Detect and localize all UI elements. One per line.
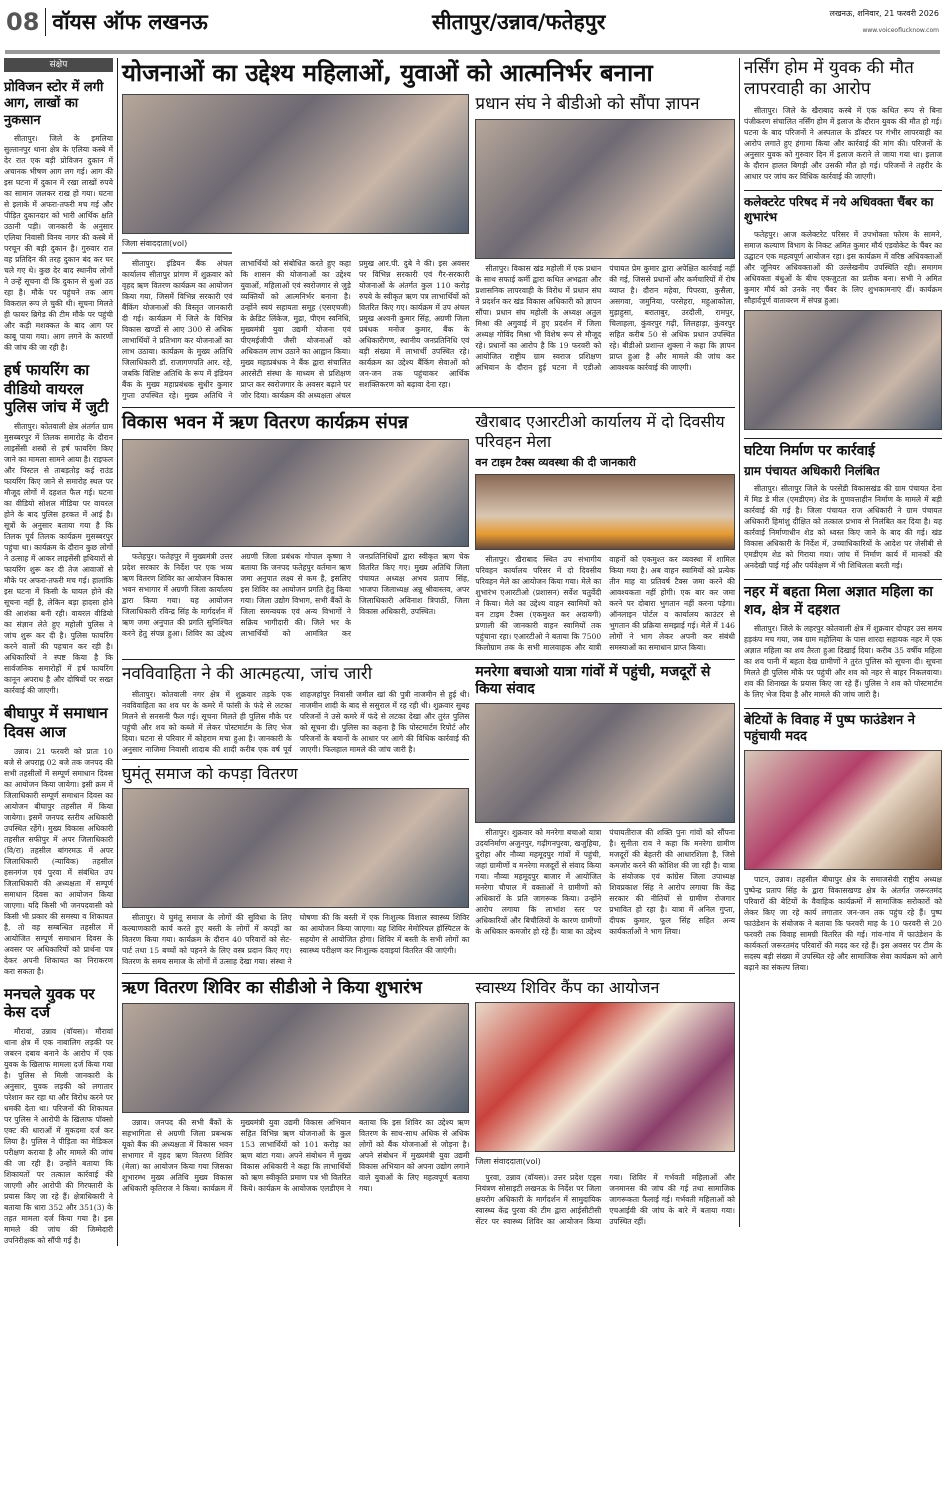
article-body: पाटन, उन्नाव। तहसील बीघापुर क्षेत्र के समाजसेवी राष्ट्रीय अध्यक्ष पुष्पेन्द्र प्रताप सिंह के द्वारा विकासखण्ड क्षेत्र के अंतर्गत जरूरतमंद परिवारों की बेटियों के वैवाहिक कार्यक्रमों में सामाजिक सरोकारों को लेकर किए जा रहे कार्य लगातार जन-जन तक पहुंच रहे हैं। पुष्प फाउंडेशन के संयोजक ने बताया कि फरवरी माह के 10 फरवरी से 20 फरवरी तक विवाह सामग्री वितरित की गई। गांव-गांव में फाउंडेशन के कार्यकर्ता जरूरतमंद परिवारों की मदद कर रहे हैं। इस अवसर पर टीम के सदस्य बड़ी संख्या में उपस्थित रहे और सामाजिक सेवा कार्यक्रम को आगे बढ़ाने का संकल्प लिया। xyxy=(744,874,942,972)
health-body: पुरवा, उन्नाव (वॉयस)। उत्तर प्रदेश एड्स नियंत्रण सोसाइटी लखनऊ के निर्देश पर जिला क्षयरोग अधिकारी के मार्गदर्शन में सामुदायिक स्वास्थ्य केंद्र पुरवा की टीम द्वारा आईसीटीसी सेंटर पर स्वास्थ्य शिविर का आयोजन किया गया। शिविर में गर्भवती महिलाओं और जनमानस की जांच की गई तथा सामाजिक जागरूकता फैलाई गई। गर्भवती महिलाओं को एचआईवी की जांच के बारे में बताया गया। उपस्थित रहीं। xyxy=(475,1173,735,1226)
vikas-body: फतेहपुर। फतेहपुर में मुख्यमंत्री उत्तर प्रदेश सरकार के निर्देश पर एक भव्य ऋण वितरण शिविर का आयोजन विकास भवन सभागार में अग्रणी जिला कार्यालय द्वारा किया गया। यह आयोजन जिलाधिकारी रविन्द्र सिंह के मार्गदर्शन में ऋण जमा अनुपात की प्रगति सुनिश्चित करने हेतु संपन्न हुआ। शिविर का उद्देश्य अग्रणी जिला प्रबंधक गोपाल कृष्णा ने बताया कि जनपद फतेहपुर वर्तमान ऋण जमा अनुपात लक्ष्य से कम है, इसलिए इस शिविर का आयोजन प्रगति हेतु किया गया। जिला उद्योग विभाग, सभी बैंकों के जिला समन्वयक एवं अन्य विभागों ने सक्रिय भागीदारी की। जिले भर के लाभार्थियों को आमंत्रित कर जनप्रतिनिधियों द्वारा स्वीकृत ऋण चेक वितरित किए गए। मुख्य अतिथि जिला पंचायत अध्यक्ष अभय प्रताप सिंह, भाजपा जिलाध्यक्ष अन्नू श्रीवास्तव, अपर जिलाधिकारी अविनाश त्रिपाठी, जिला विकास अधिकारी, उपस्थित। xyxy=(122,551,470,638)
mnrega-photo xyxy=(475,703,735,823)
vikas-photo xyxy=(122,439,469,547)
vikas-headline: विकास भवन में ऋण वितरण कार्यक्रम संपन्न xyxy=(122,412,409,433)
headline: नहर में बहता मिला अज्ञात महिला का शव, क्षेत्र में दहशत xyxy=(744,584,933,618)
cdo-headline: ऋण वितरण शिविर का सीडीओ ने किया शुभारंभ xyxy=(122,978,422,998)
brief-case xyxy=(4,985,113,1247)
clothes-headline: घुमंतू समाज को कपड़ा वितरण xyxy=(122,759,469,784)
headline: बीघापुर में समाधान दिवस आज xyxy=(4,704,108,741)
pradhan-body: सीतापुर। विकास खंड महोली में एक प्रधान के साथ सफाई कर्मी द्वारा कथित अभद्रता और प्रशासनिक लापरवाही के विरोध में प्रधान संघ ने प्रदर्शन कर खंड विकास अधिकारी को ज्ञापन सौंपा। प्रधान संघ महोली के अध्यक्ष अतुल मिश्रा की अगुवाई में हुए प्रदर्शन में जिला अध्यक्ष गोविंद मिश्रा भी विशेष रूप से मौजूद रहे। प्रधानों का आरोप है कि 19 फरवरी को आयोजित राष्ट्रीय ग्राम स्वराज प्रशिक्षण अभियान के दौरान हुई घटना में एडीओ पंचायत प्रेम कुमार द्वारा अपेक्षित कार्रवाई नहीं की गई, जिससे प्रधानों और कर्मचारियों में रोष व्याप्त है। दौरान महेवा, पिपरवा, कुसैला, असगवा, जमुनिया, परसेहरा, महुआकोला, मुड़ाहुसा, बराताबुर, उरदौली, रामपुर, चिलाहला, कुंवरपुर गढ़ी, लिलहाड़ा, कुंवरपुर सहित करीब 50 से अधिक प्रधान उपस्थित रहे। बीडीओ प्रशान्त शुक्ला ने कहा कि ज्ञापन प्राप्त हुआ है और मामले की जांच कर आवश्यक कार्रवाई की जाएगी। xyxy=(475,264,735,373)
article-body: सीतापुर। जिले के इमलिया सुल्तानपुर थाना क्षेत्र के एलिया कस्बे में देर रात एक बड़ी प्रोविजन दुकान में अचानक भीषण आग लग गई। आग की इस घटना में दुकान में रखा लाखों रुपये का सामान जलकर राख हो गया। घटना से इलाके में अफरा-तफरी मच गई और पीड़ित दुकानदार को भारी आर्थिक क्षति उठानी पड़ी। जानकारी के अनुसार एलिया निवासी विनय नागर की कस्बे में परचून की बड़ी दुकान है। गुरुवार रात वह प्रतिदिन की तरह दुकान बंद कर घर चले गए थे। कुछ देर बाद स्थानीय लोगों ने उन्हें सूचना दी कि दुकान से धुआं उठ रहा है। मौके पर पहुंचने तक आग विकराल रूप ले चुकी थी। सूचना मिलते ही फायर ब्रिगेड की टीम मौके पर पहुंची और कड़ी मशक्कत के बाद आग पर काबू पाया गया। आग लगने के कारणों की जांच की जा रही है। xyxy=(4,133,113,352)
chamber-article xyxy=(744,190,942,430)
lead-byline: जिला संवाददाता(vol) xyxy=(122,238,232,254)
headline: नर्सिंग होम में युवक की मौत लापरवाही का आरोप xyxy=(744,58,914,100)
edition-title: सीतापुर/उन्नाव/फतेहपुर xyxy=(431,10,606,34)
article-body: सीतापुर। सीतापुर जिले के परसेंडी विकासखंड की ग्राम पंचायत देना में मिड डे मील (एमडीएम) शेड के गुणवत्ताहीन निर्माण के मामले में बड़ी कार्रवाई की गई है। जिला पंचायत राज अधिकारी ने ग्राम पंचायत अधिकारी हिमांशु दीक्षित को तत्काल प्रभाव से निलंबित कर दिया है। यह कार्रवाई निर्माणाधीन शेड को ध्वस्त किए जाने के बाद की गई। खंड विकास अधिकारी के निर्देश में, उच्चाधिकारियों के आदेश पर जेसीबी से एमडीएम शेड को गिराया गया। जांच में निर्माण कार्य में मानकों की अनदेखी पाई गई और पर्यवेक्षण में भी शिथिलता बरती गई। xyxy=(744,484,942,570)
arto-photo xyxy=(475,474,735,550)
subheadline: ग्राम पंचायत अधिकारी निलंबित xyxy=(744,464,880,478)
lead-headline: योजनाओं का उद्देश्य महिलाओं, युवाओं को आत्मनिर्भर बनाना xyxy=(122,59,653,87)
headline: मनचले युवक पर केस दर्ज xyxy=(4,984,95,1022)
article-body: उन्नाव। 21 फरवरी को प्रातः 10 बजे से अपराह्न 02 बजे तक जनपद की सभी तहसीलों में सम्पूर्ण समाधान दिवस का आयोजन किया जायेगा। इसी क्रम में जिलाधिकारी सम्पूर्ण समाधान दिवस का आयोजन बीघापुर तहसील में किया जायेगा। इसमें जनपद स्तरीय अधिकारी उपस्थित रहेंगे। मुख्य विकास अधिकारी तहसील सफीपुर में अपर जिलाधिकारी (वि/रा) तहसील बांगरमऊ में अपर जिलाधिकारी (न्यायिक) तहसील हसनगंज एवं पुरवा में संबंधित उप जिलाधिकारी की अध्यक्षता में सम्पूर्ण समाधान दिवस का आयोजन किया जाएगा। यदि किसी भी जनपदवासी को किसी भी प्रकार की समस्या व शिकायत है, तो वह सम्बन्धित तहसील में आयोजित सम्पूर्ण समाधान दिवस के अवसर पर अधिकारियों को प्रार्थना पत्र देकर अपनी शिकायत का निराकरण करा सकता है। xyxy=(4,746,113,976)
suicide-headline: नवविवाहिता ने की आत्महत्या, जांच जारी xyxy=(122,663,373,684)
arto-subheadline: वन टाइम टैक्स व्यवस्था की दी जानकारी xyxy=(475,456,636,469)
row-cdo xyxy=(122,973,735,1227)
canal-article xyxy=(744,579,942,700)
cdo-photo xyxy=(122,1003,469,1113)
construction-article xyxy=(744,438,942,572)
article-body: सीतापुर। जिले के लहरपुर कोतवाली क्षेत्र में शुक्रवार दोपहर उस समय हड़कंप मच गया, जब ग्राम महोलिया के पास शारदा सहायक नहर में एक अज्ञात महिला का शव तैरता हुआ दिखाई दिया। करीब 35 वर्षीय महिला का शव पानी में बहता देख ग्रामीणों ने तुरंत पुलिस को सूचना दी। सूचना मिलते ही पुलिस मौके पर पहुंची और शव को नहर से बाहर निकलवाया। शव की शिनाख्त के प्रयास किए जा रहे हैं। पुलिस ने शव को पोस्टमार्टम के लिए भेज दिया है और मामले की जांच जारी है। xyxy=(744,624,942,699)
arto-body: सीतापुर। खैराबाद स्थित उप संभागीय परिवहन कार्यालय परिसर में दो दिवसीय परिवहन मेले का आयोजन किया गया। मेले का शुभारंभ एआरटीओ (प्रशासन) सर्वेश चतुर्वेदी ने किया। मेले का उद्देश्य वाहन स्वामियों को वन टाइम टैक्स (एकमुश्त कर अदायगी) प्रणाली की जानकारी वाहन स्वामियों तक पहुंचाना रहा। एआरटीओ ने बताया कि 7500 किलोग्राम तक के सभी मालवाहक और यात्री वाहनों को एकमुश्त कर व्यवस्था में शामिल किया गया है। अब वाहन स्वामियों को प्रत्येक तीन माह या प्रतिवर्ष टैक्स जमा करने की आवश्यकता नहीं होगी। एक बार कर जमा करने पर दोबारा भुगतान नहीं करना पड़ेगा। ऑनलाइन पोर्टल व कार्यालय काउंटर से भुगतान की प्रक्रिया समझाई गई। मेले में 146 लोगों ने भाग लेकर अपनी कर संबंधी समस्याओं का समाधान प्राप्त किया। xyxy=(475,554,735,652)
health-headline: स्वास्थ्य शिविर कैंप का आयोजन xyxy=(475,978,660,997)
headline: बेटियों के विवाह में पुष्प फाउंडेशन ने पहुंचायी मदद xyxy=(744,713,915,745)
article-body: सीतापुर। जिले के खैराबाद कस्बे में एक कथित रूप से बिना पंजीकरण संचालित नर्सिंग होम में इलाज के दौरान युवक की मौत हो गई। घटना के बाद परिजनों ने अस्पताल के डॉक्टर पर गंभीर लापरवाही का आरोप लगाते हुए हंगामा किया और कार्रवाई की मांग की। परिजनों के अनुसार युवक को गुरुवार दिन में इलाज कराने ले जाया गया था। इलाज के दौरान हालत बिगड़ी और उसकी मौत हो गई। परिजनों ने तहरीर के आधार पर जांच कर विधिक कार्रवाई की जाएगी। xyxy=(744,105,942,181)
row-vikas xyxy=(122,407,735,653)
pushp-article xyxy=(744,708,942,973)
chamber-photo xyxy=(744,310,942,430)
headline: प्रोविजन स्टोर में लगी आग, लाखों का नुकसान xyxy=(4,80,104,128)
cdo-body: उन्नाव। जनपद की सभी बैंकों के सहभागिता से अग्रणी जिला प्रबन्धक यूको बैंक की अध्यक्षता में विकास भवन सभागार में वृहद ऋण वितरण शिविर (मेला) का आयोजन किया गया जिसका शुभारम्भ मुख्य अतिथि मुख्य विकास अधिकारी कृतिराज ने किया। कार्यक्रम में मुख्यमंत्री युवा उद्यमी विकास अभियान सहित विभिन्न ऋण योजनाओं के कुल 153 लाभार्थियों को 101 करोड़ का ऋण बांटा गया। अपने संबोधन में मुख्य विकास अधिकारी ने कहा कि लाभार्थियों को ऋण स्वीकृति प्रमाण पत्र भी वितरित किये। कार्यक्रम के आयोजक एलडीएम ने बताया कि इस शिविर का उद्देश्य ऋण वितरण के साथ-साथ अधिक से अधिक लोगों को बैंक योजनाओं से जोड़ना है। अपने संबोधन में मुख्यमंत्री युवा उद्यमी विकास अभियान को अपना उद्योग लगाने वाले युवाओं के लिए महत्वपूर्ण बताया गया। xyxy=(122,1118,470,1194)
pradhan-photo xyxy=(475,119,735,259)
clothes-body: सीतापुर। ये घुमंतू समाज के लोगों की सुविधा के लिए कल्याणकारी कार्य करते हुए बस्ती के लोगों में कपड़ों का वितरण किया गया। कार्यक्रम के दौरान 40 परिवारों को सेट-पार्ट तथा 15 बच्चों को पहनने के लिए वस्त्र प्रदान किए गए। वितरण के समय समाज के लोगों में उत्साह देखा गया। संस्था ने घोषणा की कि बस्ती में एक निःशुल्क विशाल स्वास्थ्य शिविर का आयोजन किया जाएगा। यह शिविर मेमोरियल हॉस्पिटल के सहयोग से आयोजित होगा। शिविर में बस्ती के सभी लोगों का स्वास्थ्य परीक्षण कर निःशुल्क दवाइयां वितरित की जाएंगी। xyxy=(122,913,470,966)
brief-firing xyxy=(4,361,113,696)
nursing-article xyxy=(744,58,942,182)
right-column xyxy=(740,58,942,973)
brief-label: संक्षेप xyxy=(4,58,113,72)
pradhan-headline: प्रधान संघ ने बीडीओ को सौंपा ज्ञापन xyxy=(475,94,700,114)
mnrega-body: सीतापुर। शुक्रवार को मनरेगा बचाओ यात्रा उदयनिर्माण अजुनपुर, गढ़ीगनपुरवा, खजुहिया, दुरोहा और नौव्या महमूदपुर गांवों में पहुंची, जहां ग्रामीणों व मनरेगा मजदूरों से संवाद किया गया। नौव्या महमूदपुर बाजार में आयोजित मनरेगा चौपाल में वक्ताओं ने ग्रामीणों को अधिकारों के प्रति जागरूक किया। उन्होंने आरोप लगाया कि लाभांश स्तर पर अधिकारियों और बिचौलियों के कारण ग्रामीणों के अधिकार कमजोर हो रहे हैं। यात्रा का उद्देश्य पंचायतीराज की शक्ति पुनः गांवों को सौंपना है। सुनीता राव ने कहा कि मनरेगा ग्रामीण मजदूरों की बेहतरी की आधारशिला है, जिसे कमजोर करने की कोशिश की जा रही है। यात्रा के संयोजक एवं कांग्रेस जिला उपाध्यक्ष शिवप्रकाश सिंह ने आरोप लगाया कि केंद्र सरकार की नीतियों से ग्रामीण रोजगार प्रभावित हो रहा है। यात्रा में अनिल गुप्ता, दीपक कुमार, फूल सिंह सहित अन्य कार्यकर्ताओं ने भाग लिया। xyxy=(475,827,735,936)
headline: हर्ष फायरिंग का वीडियो वायरल पुलिस जांच में जुटी xyxy=(4,360,109,417)
left-column xyxy=(4,58,118,1246)
clothes-photo xyxy=(122,788,469,908)
main-column xyxy=(118,58,740,1227)
paper-logo: वॉयस ऑफ लखनऊ xyxy=(52,10,208,34)
article-body: फतेहपुर। आज कलेक्टरेट परिसर में उपभोक्ता फोरम के सामने, समाज कल्याण विभाग के निकट अमित कुमार मौर्य एडवोकेट के चैंबर का उद्घाटन एक महत्वपूर्ण आयोजन रहा। इस कार्यक्रम में वरिष्ठ अधिवक्ताओं और जूनियर अधिवक्ताओं की उल्लेखनीय उपस्थिति रही। समागम अधिवक्ता बंधुओं के बीच एकजुटता का प्रतीक बना। सभी ने अमित कुमार मौर्य को उनके नए चैंबर के लिए शुभकामनाएं दीं। कार्यक्रम सौहार्दपूर्ण वातावरण में संपन्न हुआ। xyxy=(744,229,942,305)
headline: घटिया निर्माण पर कार्रवाई xyxy=(744,442,875,459)
headline: कलेक्टरेट परिषद में नये अधिवक्ता चैंबर का शुभारंभ xyxy=(744,194,934,224)
health-photo xyxy=(475,1002,735,1152)
lead-body: सीतापुर। इंडियन बैंक अंचल कार्यालय सीतापुर प्रांगण में शुक्रवार को वृहद ऋण वितरण कार्यक्रम का आयोजन किया गया, जिसमें विभिन्न सरकारी एवं बैंकिंग योजनाओं की विस्तृत जानकारी दी गई। कार्यक्रम में जिले के विभिन्न विकास खण्डों से आए 300 से अधिक लाभार्थियों ने प्रतिभाग कर योजनाओं का लाभ उठाया। कार्यक्रम के मुख्य अतिथि जिलाधिकारी डॉ. राजागणपति आर. रहे, जबकि विशिष्ट अतिथि के रूप में इंडियन बैंक के मुख्य महाप्रबंधक सुधीर कुमार गुप्ता उपस्थित रहे। मुख्य अतिथि ने लाभार्थियों को संबोधित करते हुए कहा कि शासन की योजनाओं का उद्देश्य युवाओं, महिलाओं एवं स्वरोजगार से जुड़े व्यक्तियों को आत्मनिर्भर बनाना है। उन्होंने स्वयं सहायता समूह (एसएचजी) के क्रेडिट लिंकेज, मुद्रा, पीएम स्वनिधि, मुख्यमंत्री युवा उद्यमी योजना एवं पीएमईजीपी जैसी योजनाओं को अधिकतम लाभ उठाने का आह्वान किया। मुख्य महाप्रबंधक ने बैंक द्वारा संचालित आरसेटी संस्था के माध्यम से प्रशिक्षण प्राप्त कर स्वरोजगार के अवसर बढ़ाने पर जोर दिया। कार्यक्रम की अध्यक्षता अंचल प्रमुख आर.पी. दुबे ने की। इस अवसर पर विभिन्न सरकारी एवं गैर-सरकारी योजनाओं के अंतर्गत कुल 110 करोड़ रुपये के स्वीकृत ऋण पत्र लाभार्थियों को वितरित किए गए। कार्यक्रम में उप अंचल प्रमुख अश्वनी कुमार सिंह, अग्रणी जिला प्रबंधक मनोज कुमार, बैंक के अधिकारीगण, स्थानीय जनप्रतिनिधि एवं बड़ी संख्या में लाभार्थी उपस्थित रहे। कार्यक्रम का उद्देश्य बैंकिंग सेवाओं को जन-जन तक पहुंचाकर आर्थिक सशक्तिकरण को बढ़ावा देना रहा। xyxy=(122,259,470,400)
mnrega-headline: मनरेगा बचाओ यात्रा गांवों में पहुंची, मजदूरों से किया संवाद xyxy=(475,663,711,698)
pushp-photo xyxy=(744,750,942,870)
brief-fire xyxy=(4,80,113,353)
health-byline: जिला संवाददाता(vol) xyxy=(475,1157,541,1166)
row-suicide xyxy=(122,659,735,967)
article-body: मौरावां, उन्नाव (वॉयस)। मौरावां थाना क्षेत्र में एक नाबालिग लड़की पर जबरन दबाव बनाने के आरोप में एक युवक के खिलाफ मामला दर्ज किया गया है। पुलिस से मिली जानकारी के अनुसार, युवक लड़की को लगातार परेशान कर रहा था और विरोध करने पर धमकी देता था। परिजनों की शिकायत पर पुलिस ने आरोपी के खिलाफ पॉक्सो एक्ट की धाराओं में मुकदमा दर्ज कर लिया है। पुलिस ने पीड़िता का मेडिकल परीक्षण कराया है और मामले की जांच की जा रही है। उन्होंने बताया कि शिकायतों पर तत्काल कार्रवाई की जाएगी और आरोपी की गिरफ्तारी के प्रयास किए जा रहे हैं। क्षेत्राधिकारी ने बताया कि धारा 352 और 351(3) के तहत मामला दर्ज किया गया है। इस मामले की जांच की जिम्मेदारी उपनिरीक्षक को सौंपी गई है। xyxy=(4,1027,113,1245)
row-lead xyxy=(122,94,735,401)
suicide-body: सीतापुर। कोतवाली नगर क्षेत्र में शुक्रवार तड़के एक नवविवाहिता का शव घर के कमरे में फांसी के फंदे से लटका मिलने से सनसनी फैल गई। सूचना मिलते ही पुलिस मौके पर पहुंची और शव को कब्जे में लेकर पोस्टमार्टम के लिए भेज दिया। घटना से परिवार में कोहराम मचा हुआ है। जानकारी के अनुसार नाजिमा निवासी शादाब की शादी करीब एक वर्ष पूर्व शाहजहांपुर निवासी जमील खां की पुत्री नाजमीन से हुई थी। नाजमीन शादी के बाद से ससुराल में रह रही थी। शुक्रवार सुबह परिजनों ने उसे कमरे में फंदे से लटका देखा और तुरंत पुलिस को सूचना दी। पुलिस का कहना है कि पोस्टमार्टम रिपोर्ट और परिजनों के बयानों के आधार पर आगे की विधिक कार्रवाई की जाएगी। फिलहाल मामले की जांच जारी है। xyxy=(122,690,470,754)
dateline: लखनऊ, शनिवार, 21 फरवरी 2026 xyxy=(829,9,939,18)
arto-headline: खैराबाद एआरटीओ कार्यालय में दो दिवसीय परिवहन मेला xyxy=(475,412,725,451)
lead-photo xyxy=(122,94,469,234)
page-number: 08 xyxy=(6,8,46,36)
brief-samadhan xyxy=(4,704,113,977)
masthead xyxy=(0,0,945,50)
page-body xyxy=(0,54,945,1252)
article-body: सीतापुर। कोतवाली क्षेत्र अंतर्गत ग्राम मुसब्बरपुर में तिलक समारोह के दौरान लाइसेंसी शस्त्रों से हर्ष फायरिंग किए जाने का मामला सामने आया है। राइफल और पिस्टल से ताबड़तोड़ कई राउंड फायरिंग किए जाने से समारोह स्थल पर मौजूद लोगों में दहशत फैल गई। घटना का वीडियो सोशल मीडिया पर वायरल होने के बाद पुलिस हरकत में आई है। सूत्रों के अनुसार बताया गया है कि तिलक पूर्व तिलक कार्यक्रम मुसब्बरपुर पहुंचा था। कार्यक्रम के दौरान कुछ लोगों ने उत्साह में आकर लाइसेंसी हथियारों से फायरिंग शुरू कर दी तेज आवाजों से मौके पर अफरा-तफरी मच गई। हालांकि इस घटना में किसी के घायल होने की सूचना नहीं है, लेकिन बड़ा हादसा होने की आशंका बनी रही। वायरल वीडियो का संज्ञान लेते हुए महोली पुलिस ने जांच शुरू कर दी है। पुलिस फायरिंग करने वालों की पहचान कर रही है। अधिकारियों ने स्पष्ट किया है कि सार्वजनिक समारोहों में हर्ष फायरिंग कानून अपराध है और दोषियों पर सख्त कार्रवाई की जाएगी। xyxy=(4,422,113,695)
website: www.voiceoflucknow.com xyxy=(862,27,939,34)
